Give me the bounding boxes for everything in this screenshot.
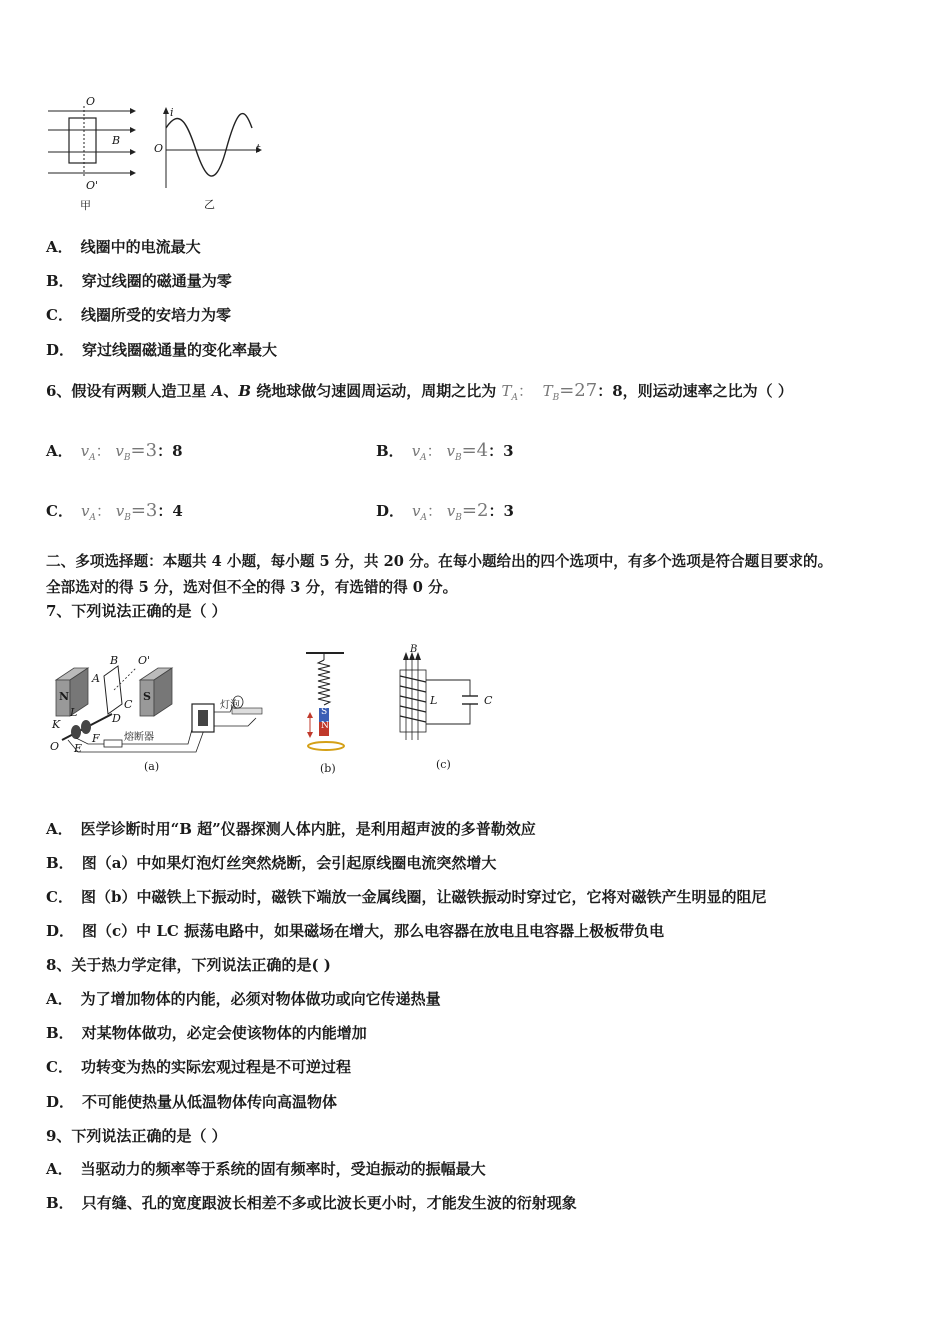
q7-option-c: C． 图（b）中磁铁上下振动时，磁铁下端放一金属线圈，让磁铁振动时穿过它，它将对磁铁产生明显的阻尼 <box>46 888 767 906</box>
q5-option-c: C． 线圈所受的安培力为零 <box>46 306 231 324</box>
q8-option-b: B． 对某物体做功，必定会使该物体的内能增加 <box>46 1024 367 1042</box>
fig-c-label-b: B <box>410 644 418 655</box>
fig-b-label-s: S <box>321 707 328 717</box>
fig-a-label-d: D <box>112 712 121 725</box>
q6-stem: 6、假设有两颗人造卫星 A、B 绕地球做匀速圆周运动，周期之比为 $T_A$： $T_B=27$：8，则运动速率之比为（ ） <box>46 380 793 403</box>
fig-a-label-o2: O' <box>138 654 151 667</box>
q7-option-b: B． 图（a）中如果灯泡灯丝突然烧断，会引起原线圈电流突然增大 <box>46 854 497 872</box>
fig-a-label-f: F <box>92 732 100 745</box>
q7-stem: 7、下列说法正确的是（ ） <box>46 602 227 620</box>
fig-c-label-c: C <box>484 694 493 707</box>
fig-a-label-fuse: 熔断器 <box>124 732 154 743</box>
q9-option-a: A． 当驱动力的频率等于系统的固有频率时，受迫振动的振幅最大 <box>46 1160 486 1178</box>
q6-option-b: B． $v_A$： $v_B=4$：3 <box>376 440 514 463</box>
label-o: O <box>154 142 164 155</box>
q5-option-a: A． 线圈中的电流最大 <box>46 238 201 256</box>
caption-yi: 乙 <box>204 198 215 211</box>
fig-a-label-b: B <box>110 654 119 667</box>
label-b: B <box>112 134 121 147</box>
fig-a-label-c: C <box>124 698 133 711</box>
figure-coil-in-field <box>44 96 144 214</box>
fig-b-label-n: N <box>321 721 329 731</box>
fig-a-label-o: O <box>50 740 60 753</box>
q8-option-c: C． 功转变为热的实际宏观过程是不可逆过程 <box>46 1058 351 1076</box>
fig-a-label-n: N <box>59 690 70 703</box>
fig-b-caption: (b) <box>320 762 336 775</box>
fig-a-label-k: K <box>52 718 61 731</box>
fig-c-label-l: L <box>430 694 438 707</box>
section2-line1: 二、多项选择题：本题共 4 小题，每小题 5 分，共 20 分。在每小题给出的四个选项中，有多个选项是符合题目要求的。 <box>46 553 833 570</box>
section2-line2: 全部选对的得 5 分，选对但不全的得 3 分，有选错的得 0 分。 <box>46 579 458 596</box>
figure-sine-current <box>152 106 268 211</box>
fig-c-caption: (c) <box>436 758 451 771</box>
q5-option-d: D． 穿过线圈磁通量的变化率最大 <box>46 341 278 359</box>
label-o-top: O <box>86 95 96 108</box>
figure-c-lc-circuit <box>392 646 500 774</box>
fig-a-label-lamp: 灯泡 <box>220 700 240 711</box>
q6-option-a: A． $v_A$： $v_B=3$：8 <box>46 440 183 463</box>
fig-a-label-l: L <box>70 706 78 719</box>
fig-a-label-s: S <box>143 690 151 703</box>
fig-a-label-a: A <box>92 672 100 685</box>
caption-jia: 甲 <box>80 199 91 212</box>
q6-option-c: C． $v_A$： $v_B=3$：4 <box>46 500 183 523</box>
q7-option-a: A． 医学诊断时用“B 超”仪器探测人体内脏，是利用超声波的多普勒效应 <box>46 820 536 838</box>
label-o-bottom: O' <box>86 179 99 192</box>
q9-option-b: B． 只有缝、孔的宽度跟波长相差不多或比波长更小时，才能发生波的衍射现象 <box>46 1194 577 1212</box>
period-ratio-formula: $T_A$： $T_B=27$ <box>501 380 598 403</box>
fig-a-caption: (a) <box>144 760 160 773</box>
q8-stem: 8、关于热力学定律，下列说法正确的是( ) <box>46 956 331 974</box>
label-t: t <box>256 142 261 155</box>
q5-option-b: B． 穿过线圈的磁通量为零 <box>46 272 232 290</box>
figure-b-spring-magnet <box>302 650 352 778</box>
label-i: i <box>170 106 174 119</box>
q8-option-d: D． 不可能使热量从低温物体传向高温物体 <box>46 1093 338 1111</box>
fig-a-label-e: E <box>74 742 83 755</box>
q9-stem: 9、下列说法正确的是（ ） <box>46 1127 227 1145</box>
figure-a-generator <box>48 652 280 772</box>
q6-option-d: D． $v_A$： $v_B=2$：3 <box>376 500 514 523</box>
q8-option-a: A． 为了增加物体的内能，必须对物体做功或向它传递热量 <box>46 990 441 1008</box>
q7-option-d: D． 图（c）中 LC 振荡电路中，如果磁场在增大，那么电容器在放电且电容器上极板带负电 <box>46 922 665 940</box>
